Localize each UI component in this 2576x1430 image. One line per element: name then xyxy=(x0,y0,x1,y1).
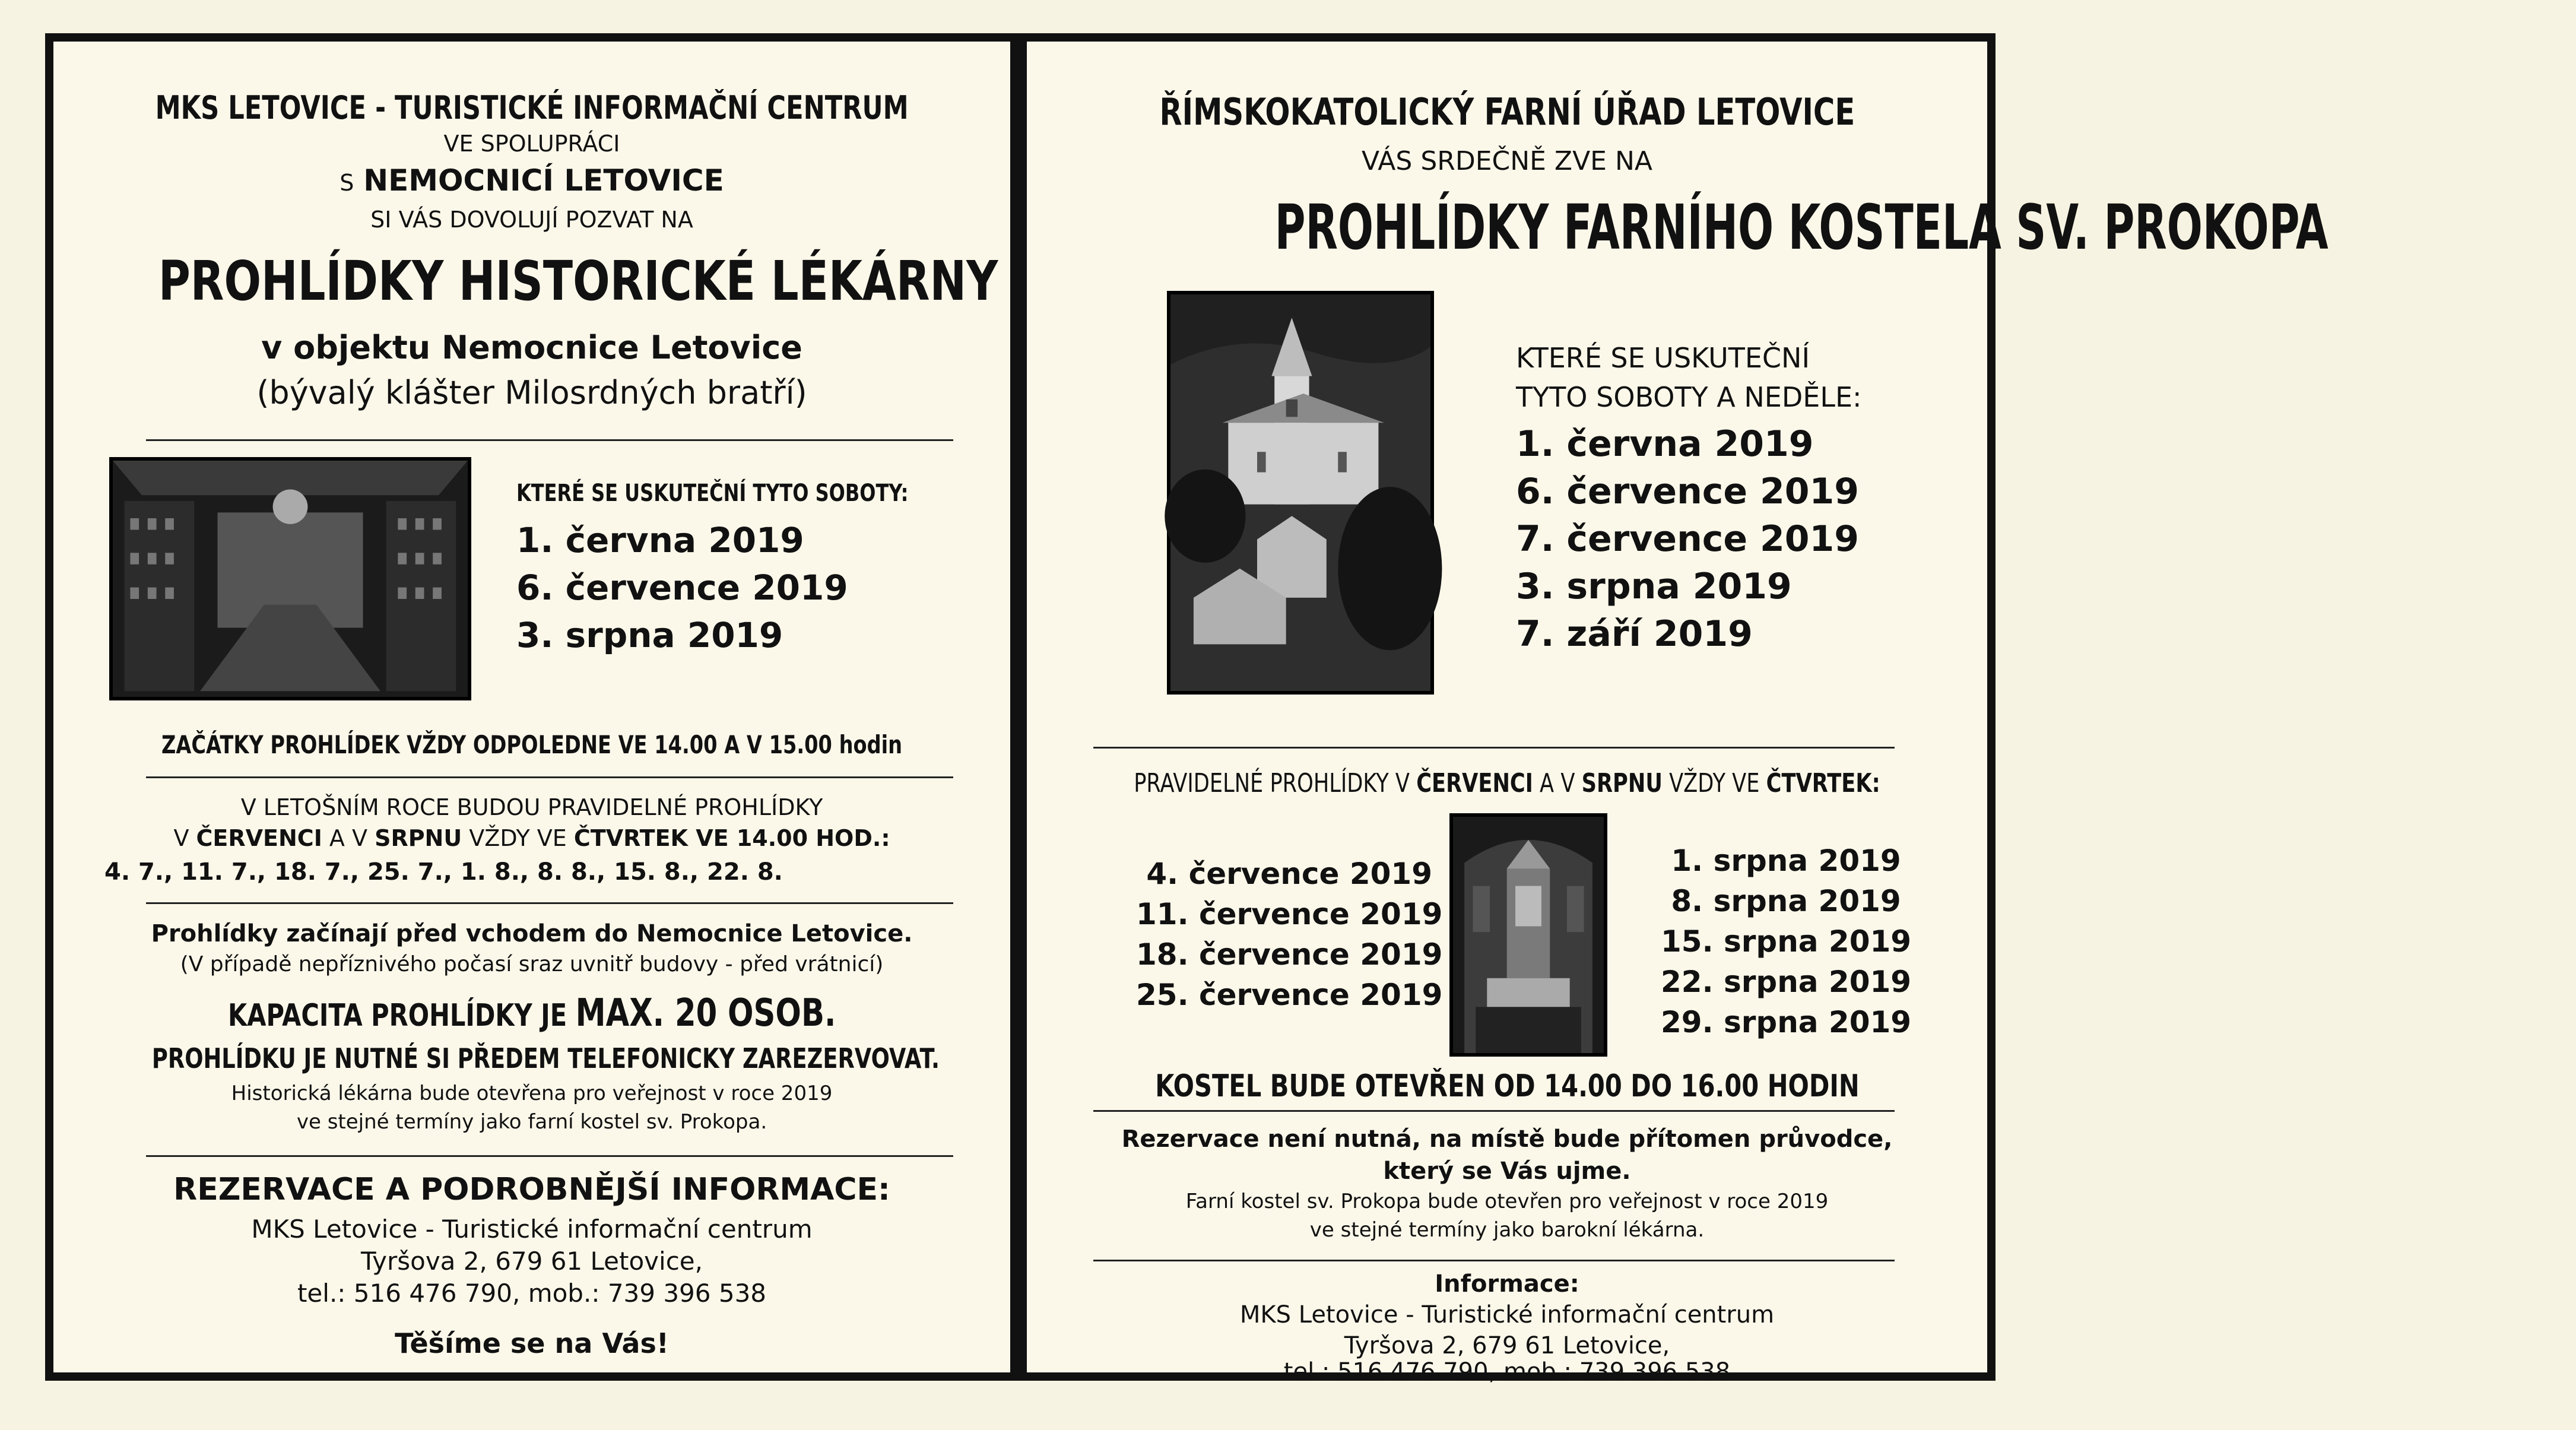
church-open-hours: KOSTEL BUDE OTEVŘEN OD 14.00 DO 16.00 HODIN xyxy=(1154,1068,1860,1104)
no-reservation-line1: Rezervace není nutná, na místě bude přítomen průvodce, xyxy=(1121,1125,1893,1153)
pharmacy-title: PROHLÍDKY HISTORICKÉ LÉKÁRNY xyxy=(158,249,998,313)
info-address: Tyršova 2, 679 61 Letovice, xyxy=(361,1247,703,1276)
august-date: 29. srpna 2019 xyxy=(1661,1005,1912,1039)
divider xyxy=(1093,747,1895,749)
reservation-required: PROHLÍDKU JE NUTNÉ SI PŘEDEM TELEFONICKY ZAREZERVOVAT. xyxy=(151,1042,940,1074)
no-reservation-line2: který se Vás ujme. xyxy=(1383,1158,1631,1185)
meeting-point: Prohlídky začínají před vchodem do Nemocnice Letovice. xyxy=(151,920,913,947)
august-date: 8. srpna 2019 xyxy=(1671,884,1901,918)
pharmacy-date: 1. června 2019 xyxy=(516,520,804,560)
regular-tours-line1: V LETOŠNÍM ROCE BUDOU PRAVIDELNÉ PROHLÍDKY xyxy=(240,794,823,820)
divider xyxy=(146,776,953,778)
divider xyxy=(1093,1260,1895,1261)
church-dates-list xyxy=(1516,420,1859,658)
parish-office-line: ŘÍMSKOKATOLICKÝ FARNÍ ÚŘAD LETOVICE xyxy=(1159,90,1855,134)
august-dates-list xyxy=(1661,841,1911,1042)
divider xyxy=(146,1155,953,1157)
july-date: 11. července 2019 xyxy=(1136,897,1443,931)
church-info-phone: tel.: 516 476 790, mob.: 739 396 538 xyxy=(1283,1358,1731,1385)
divider xyxy=(146,439,953,441)
church-date: 7. září 2019 xyxy=(1516,613,1753,655)
church-info-address: Tyršova 2, 679 61 Letovice, xyxy=(1344,1332,1670,1359)
july-date: 4. července 2019 xyxy=(1146,857,1433,891)
pharmacy-subtitle: v objektu Nemocnice Letovice xyxy=(261,329,802,366)
divider xyxy=(146,902,953,904)
church-tour-flyer xyxy=(1019,33,2328,1385)
july-dates-list xyxy=(1136,854,1442,1015)
august-date: 1. srpna 2019 xyxy=(1671,844,1901,878)
church-info-org: MKS Letovice - Turistické informační centrum xyxy=(1239,1301,1775,1328)
july-date: 25. července 2019 xyxy=(1136,978,1443,1012)
info-org: MKS Letovice - Turistické informační centrum xyxy=(251,1215,813,1244)
church-title: PROHLÍDKY FARNÍHO KOSTELA SV. PROKOPA xyxy=(1274,191,2328,264)
hospital-line: S NEMOCNICÍ LETOVICE xyxy=(340,163,724,198)
church-date: 1. června 2019 xyxy=(1516,423,1814,465)
pharmacy-dates-list xyxy=(516,516,848,659)
info-phone: tel.: 516 476 790, mob.: 739 396 538 xyxy=(297,1279,767,1308)
pharmacy-interior-photo xyxy=(109,457,471,700)
invite-line: VÁS SRDEČNĚ ZVE NA xyxy=(1362,146,1652,176)
july-date: 18. července 2019 xyxy=(1136,937,1443,972)
church-interior-photo xyxy=(1449,813,1607,1057)
regular-church-tours: PRAVIDELNÉ PROHLÍDKY V ČERVENCI A V SRPNU VŽDY VE ČTVRTEK: xyxy=(1134,768,1880,798)
closing-line: Těšíme se na Vás! xyxy=(395,1327,669,1359)
pharmacy-date: 3. srpna 2019 xyxy=(516,615,783,655)
church-dates-heading: KTERÉ SE USKUTEČNÍ TYTO SOBOTY A NEDĚLE: xyxy=(1516,342,1862,413)
church-info-heading: Informace: xyxy=(1435,1270,1579,1298)
pharmacy-open-line2: ve stejné termíny jako farní kostel sv. Prokopa. xyxy=(296,1110,767,1134)
info-heading: REZERVACE A PODROBNĚJŠÍ INFORMACE: xyxy=(173,1172,890,1207)
pharmacy-date: 6. července 2019 xyxy=(516,567,848,608)
regular-tours-line2: V ČERVENCI A V SRPNU VŽDY VE ČTVRTEK VE 14.00 HOD.: xyxy=(173,825,890,851)
start-times: ZAČÁTKY PROHLÍDEK VŽDY ODPOLEDNE VE 14.00 A V 15.00 hodin xyxy=(161,730,903,759)
pharmacy-dates-heading: KTERÉ SE USKUTEČNÍ TYTO SOBOTY: xyxy=(516,480,909,507)
divider xyxy=(1093,1110,1895,1112)
capacity: KAPACITA PROHLÍDKY JE MAX. 20 OSOB. xyxy=(227,991,836,1035)
august-date: 22. srpna 2019 xyxy=(1661,965,1912,999)
pharmacy-open-line1: Historická lékárna bude otevřena pro veřejnost v roce 2019 xyxy=(231,1082,833,1105)
weather-note: (V případě nepříznivého počasí sraz uvnitř budovy - před vrátnicí) xyxy=(180,952,884,976)
cooperation-line: VE SPOLUPRÁCI xyxy=(443,131,620,157)
church-open-line1: Farní kostel sv. Prokopa bude otevřen pro veřejnost v roce 2019 xyxy=(1185,1190,1829,1213)
church-exterior-photo xyxy=(1167,291,1434,695)
august-date: 15. srpna 2019 xyxy=(1661,924,1912,959)
pharmacy-tour-flyer xyxy=(45,33,1019,1381)
organizer-line: MKS LETOVICE - TURISTICKÉ INFORMAČNÍ CENTRUM xyxy=(155,89,909,126)
church-date: 6. července 2019 xyxy=(1516,471,1859,512)
pharmacy-subtitle-2: (bývalý klášter Milosrdných bratří) xyxy=(256,374,807,411)
church-date: 3. srpna 2019 xyxy=(1516,566,1792,607)
church-date: 7. července 2019 xyxy=(1516,518,1859,560)
regular-tour-dates: 4. 7., 11. 7., 18. 7., 25. 7., 1. 8., 8. 8., 15. 8., 22. 8. xyxy=(104,858,783,886)
church-open-line2: ve stejné termíny jako barokní lékárna. xyxy=(1309,1218,1705,1242)
invite-line: SI VÁS DOVOLUJÍ POZVAT NA xyxy=(370,207,693,233)
